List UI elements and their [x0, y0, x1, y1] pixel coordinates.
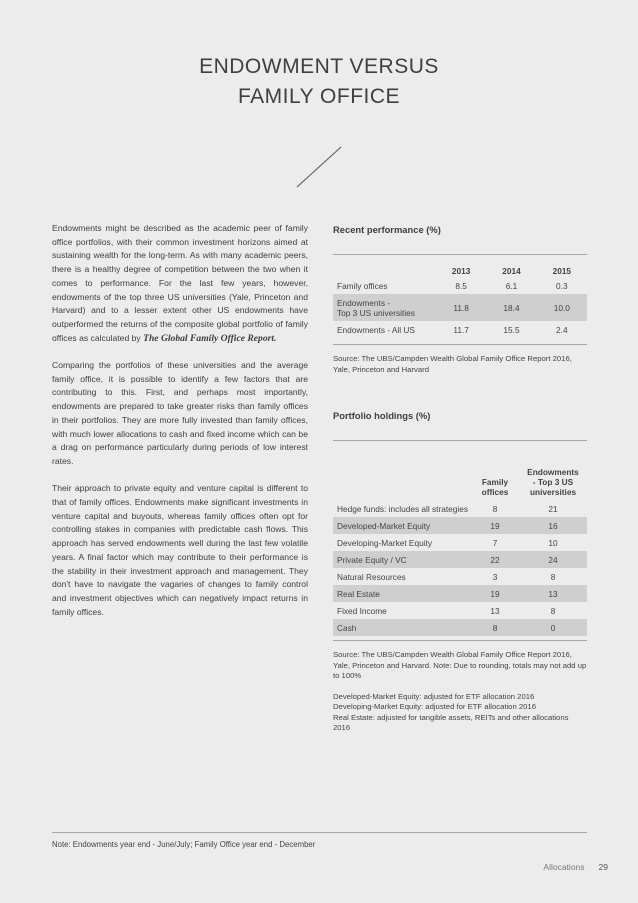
- holdings-header-row: [333, 442, 587, 500]
- cell-value: 21: [548, 503, 558, 514]
- table-row: [333, 619, 587, 636]
- cell-value: 13: [490, 605, 500, 616]
- row-label-line-1: Endowments -: [337, 297, 391, 308]
- holdings-notes: [333, 692, 587, 734]
- performance-header-2014: 2014: [502, 265, 521, 276]
- cell-value: 8: [550, 605, 556, 616]
- table-row: [333, 602, 587, 619]
- row-label-line-2: Top 3 US universities: [337, 307, 415, 318]
- row-label: Real Estate: [333, 585, 471, 602]
- footnote: Note: Endowments year end - June/July; Family Office year end - December: [52, 840, 316, 849]
- row-label: Family offices: [337, 280, 388, 291]
- holdings-header-endowments: [519, 442, 587, 500]
- header-line: Endowments: [527, 467, 579, 477]
- cell-value: 0: [519, 619, 587, 636]
- performance-source: Source: The UBS/Campden Wealth Global Family Office Report 2016, Yale, Princeton and Harvard: [333, 354, 572, 374]
- cell-value: 8.5: [455, 280, 467, 291]
- row-label: Endowments - All US: [337, 324, 415, 335]
- cell-value: 2.4: [556, 324, 568, 335]
- holdings-title: Portfolio holdings (%): [333, 410, 431, 421]
- footer-rule: [52, 832, 587, 833]
- cell-value: 11.8: [436, 294, 486, 321]
- performance-header-2015: 2015: [552, 265, 572, 276]
- holdings-bottom-rule: [333, 640, 587, 641]
- table-row: [333, 568, 587, 585]
- holdings-source: Source: The UBS/Campden Wealth Global Family Office Report 2016, Yale, Princeton and Harvard. Note: Due to rounding, totals may not add up to 100%: [333, 650, 587, 680]
- cell-value: 6.1: [505, 280, 518, 291]
- cell-value: 16: [519, 517, 587, 534]
- header-line: - Top 3 US: [532, 477, 574, 487]
- header-line: offices: [481, 487, 509, 497]
- cell-value: 24: [519, 551, 587, 568]
- row-label: [333, 294, 436, 321]
- report-title-emphasis: The Global Family Office Report.: [143, 332, 277, 344]
- performance-header-row: [333, 260, 587, 277]
- performance-title: Recent performance (%): [333, 224, 441, 235]
- holdings-note: Developed-Market Equity: adjusted for ETF allocation 2016: [333, 691, 535, 701]
- header-line: Family: [481, 477, 509, 487]
- row-label: Developed-Market Equity: [333, 517, 471, 534]
- table-row: [333, 585, 587, 602]
- table-row: [333, 551, 587, 568]
- holdings-header-family-offices: [471, 442, 519, 500]
- paragraph-3: Their approach to private equity and venture capital is different to that of family offices. Endowments make significant investments in venture capital and buyouts, whereas family offices often opt for controlling stakes in companies with predictable cash flows. This approach has served endowments well during the last few volatile years. A final factor which may contribute to their performance is the stability in their investment approach and management. They don't have to navigate the vagaries of changes to family control and investment objectives which can negatively impact returns in family offices.: [52, 483, 308, 617]
- footer-section: Allocations: [543, 862, 585, 872]
- cell-value: 10: [548, 537, 558, 548]
- row-label: Private Equity / VC: [333, 551, 471, 568]
- table-row: [333, 517, 587, 534]
- cell-value: 22: [471, 551, 519, 568]
- row-label: Natural Resources: [337, 571, 406, 582]
- cell-value: 19: [471, 585, 519, 602]
- table-row: [333, 321, 587, 338]
- paragraph-1-text: Endowments might be described as the academic peer of family office portfolios, with their common investment horizons aimed at sustaining wealth for the long-term. As with many academic peers, there is a healthy degree of competition between the two when it comes to performance. For the last few years, however, endowments of the top three US universities (Yale, Princeton and Harvard) and to a lesser extent other US endowments have outperformed the returns of the composite global portfolio of family offices as calculated by: [52, 223, 308, 343]
- row-label: Fixed Income: [337, 605, 387, 616]
- row-label: Hedge funds: includes all strategies: [337, 503, 468, 514]
- data-panel: [333, 222, 587, 734]
- cell-value: 18.4: [486, 294, 536, 321]
- title-line-2: FAMILY OFFICE: [237, 85, 401, 108]
- cell-value: 19: [471, 517, 519, 534]
- page-footer: [543, 862, 608, 872]
- table-row: [333, 500, 587, 517]
- cell-value: 0.3: [556, 280, 568, 291]
- body-text: [52, 222, 308, 633]
- paragraph-1: [52, 222, 308, 345]
- decorative-slash-icon: [296, 146, 342, 188]
- row-label: Cash: [333, 619, 471, 636]
- page-number: 29: [598, 862, 608, 872]
- performance-header-2013: 2013: [451, 265, 471, 276]
- cell-value: 13: [519, 585, 587, 602]
- page-title: [0, 52, 638, 112]
- performance-rule: [333, 254, 587, 255]
- holdings-rule: [333, 440, 587, 441]
- table-row: [333, 277, 587, 294]
- cell-value: 11.7: [453, 324, 469, 335]
- performance-bottom-rule: [333, 344, 587, 345]
- title-line-1: ENDOWMENT VERSUS: [199, 55, 439, 78]
- cell-value: 15.5: [503, 324, 520, 335]
- cell-value: 8: [492, 503, 498, 514]
- holdings-table: [333, 442, 587, 636]
- row-label: Developing-Market Equity: [337, 537, 432, 548]
- holdings-header-blank: [333, 442, 471, 500]
- cell-value: 8: [471, 619, 519, 636]
- performance-table: [333, 260, 587, 338]
- holdings-note: Developing-Market Equity: adjusted for ETF allocation 2016: [333, 702, 536, 711]
- performance-header-blank: [333, 260, 436, 277]
- cell-value: 8: [550, 571, 556, 582]
- holdings-note: Real Estate: adjusted for tangible assets, REITs and other allocations 2016: [333, 712, 569, 732]
- table-row: [333, 534, 587, 551]
- cell-value: 7: [492, 537, 498, 548]
- cell-value: 10.0: [537, 294, 587, 321]
- header-line: universities: [529, 487, 577, 497]
- table-row: [333, 294, 587, 321]
- cell-value: 3: [492, 571, 498, 582]
- paragraph-2: Comparing the portfolios of these universities and the average family office, it is possible to identify a few factors that are contributing to this. First, and perhaps most importantly, endowments are prepared to take greater risks than family offices in their portfolios. They are more fully invested than family offices, with much lower allocations to cash and fixed income which can be a drag on performance particularly during periods of low interest rates.: [52, 360, 308, 466]
